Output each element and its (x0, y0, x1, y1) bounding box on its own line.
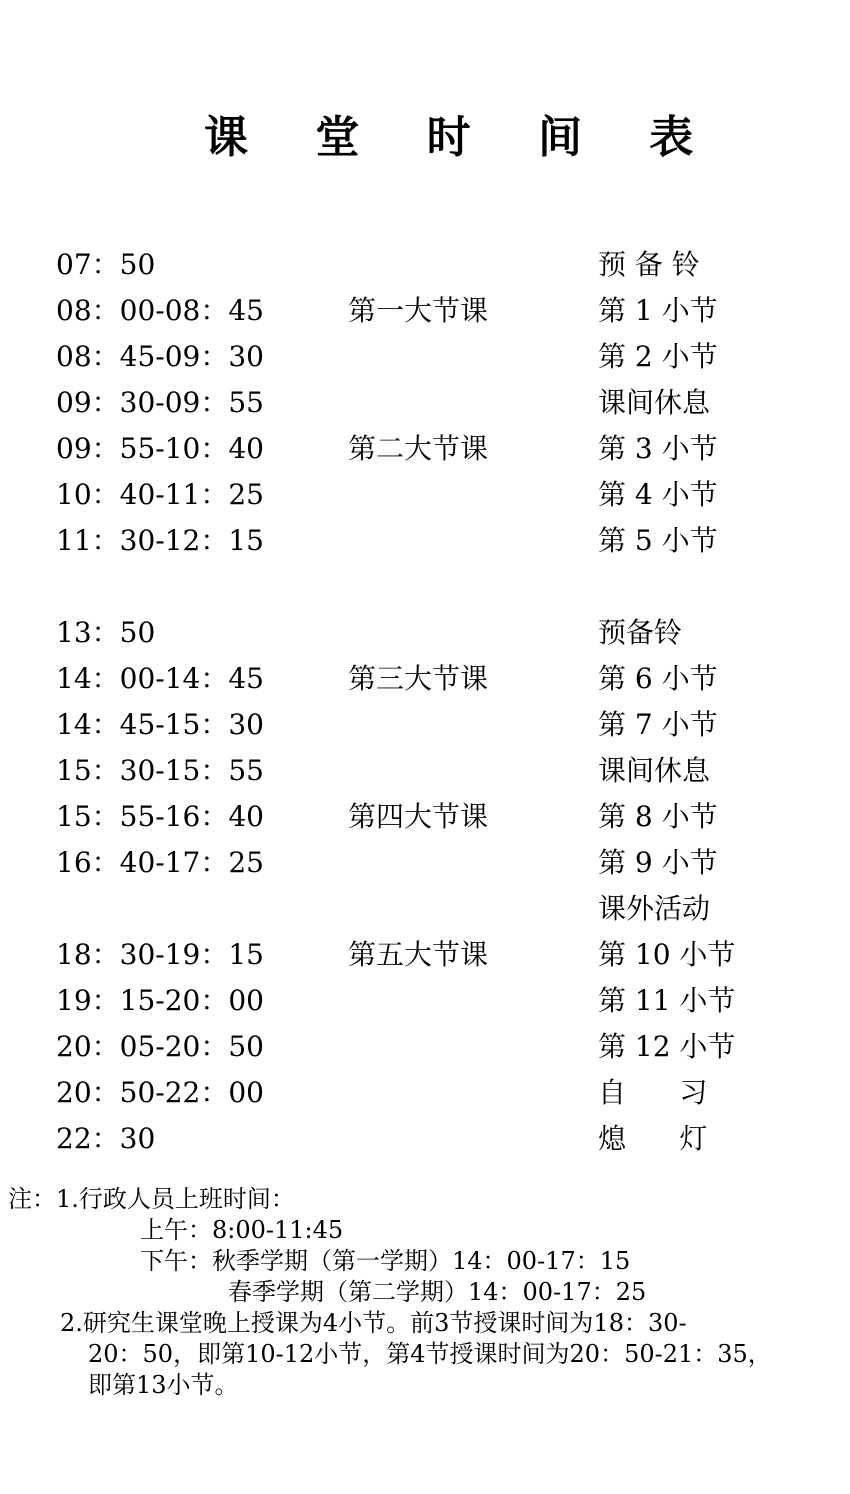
label-cell: 课间休息 (598, 754, 711, 787)
time-cell: 15：30-15：55 (56, 754, 264, 787)
time-cell: 11：30-12：15 (56, 524, 264, 557)
label-cell: 第 1 小节 (598, 294, 718, 327)
table-row (0, 1024, 850, 1070)
time-cell: 09：55-10：40 (56, 432, 264, 465)
time-cell: 20：05-20：50 (56, 1030, 264, 1063)
time-cell: 08：00-08：45 (56, 294, 264, 327)
table-row (0, 334, 850, 380)
period-cell: 第三大节课 (348, 662, 489, 695)
label-cell: 熄 灯 (598, 1122, 708, 1155)
label-cell: 课间休息 (598, 386, 711, 419)
note-line: 春季学期（第二学期）14：00-17：25 (228, 1278, 647, 1306)
time-cell: 07：50 (56, 248, 156, 281)
note-line: 注：1.行政人员上班时间： (8, 1185, 295, 1213)
label-cell: 第 8 小节 (598, 800, 718, 833)
note-line: 上午：8:00-11:45 (140, 1216, 344, 1244)
table-row (0, 242, 850, 288)
notes-section (8, 1184, 772, 1401)
time-cell: 08：45-09：30 (56, 340, 264, 373)
table-row (0, 426, 850, 472)
note-line: 即第13小节。 (88, 1371, 239, 1399)
label-cell: 第 3 小节 (598, 432, 718, 465)
label-cell: 第 9 小节 (598, 846, 718, 879)
table-row (0, 380, 850, 426)
time-cell: 15：55-16：40 (56, 800, 264, 833)
label-cell: 自 习 (598, 1076, 708, 1109)
time-cell: 20：50-22：00 (56, 1076, 264, 1109)
table-row (0, 932, 850, 978)
time-cell: 19：15-20：00 (56, 984, 264, 1017)
time-cell: 18：30-19：15 (56, 938, 264, 971)
table-row (0, 978, 850, 1024)
table-row (0, 518, 850, 564)
time-cell: 14：45-15：30 (56, 708, 264, 741)
label-cell: 第 6 小节 (598, 662, 718, 695)
table-row (0, 610, 850, 656)
period-cell: 第二大节课 (348, 432, 489, 465)
time-cell: 13：50 (56, 616, 156, 649)
note-line: 2.研究生课堂晚上授课为4小节。前3节授课时间为18：30- (60, 1309, 687, 1337)
table-row (0, 656, 850, 702)
table-row (0, 840, 850, 886)
period-cell: 第五大节课 (348, 938, 489, 971)
note-line: 下午：秋季学期（第一学期）14：00-17：15 (140, 1247, 631, 1275)
label-cell: 预备铃 (598, 616, 683, 649)
period-cell: 第四大节课 (348, 800, 489, 833)
label-cell: 第 5 小节 (598, 524, 718, 557)
table-row (0, 1070, 850, 1116)
time-cell: 09：30-09：55 (56, 386, 264, 419)
time-cell: 14：00-14：45 (56, 662, 264, 695)
table-row (0, 288, 850, 334)
table-row (0, 472, 850, 518)
label-cell: 第 10 小节 (598, 938, 736, 971)
table-row (0, 886, 850, 932)
table-row (0, 794, 850, 840)
label-cell: 预 备 铃 (598, 248, 700, 281)
label-cell: 第 12 小节 (598, 1030, 736, 1063)
table-row (0, 702, 850, 748)
period-cell: 第一大节课 (348, 294, 489, 327)
label-cell: 第 7 小节 (598, 708, 718, 741)
time-cell: 10：40-11：25 (56, 478, 264, 511)
time-cell: 22：30 (56, 1122, 156, 1155)
table-row (0, 1116, 850, 1162)
page-title: 课 堂 时 间 表 (204, 112, 720, 163)
label-cell: 第 4 小节 (598, 478, 718, 511)
label-cell: 课外活动 (598, 892, 711, 925)
label-cell: 第 11 小节 (598, 984, 736, 1017)
table-row (0, 748, 850, 794)
note-line: 20：50，即第10-12小节，第4节授课时间为20：50-21：35， (88, 1340, 772, 1368)
label-cell: 第 2 小节 (598, 340, 718, 373)
time-cell: 16：40-17：25 (56, 846, 264, 879)
